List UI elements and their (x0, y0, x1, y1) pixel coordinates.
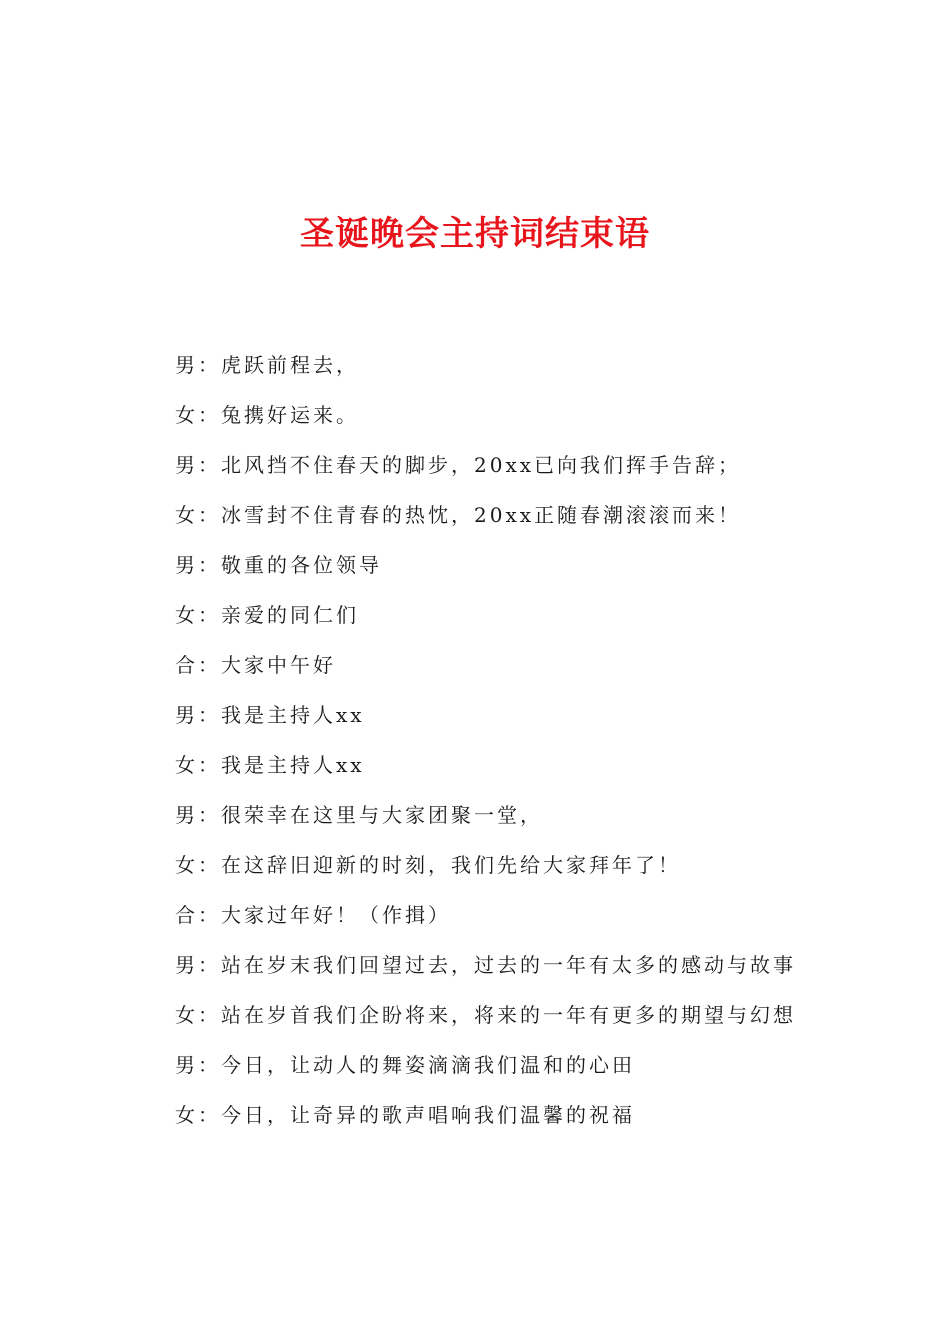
dialogue-list (175, 340, 895, 1140)
speaker-label: 女： (175, 853, 221, 877)
speaker-label: 女： (175, 503, 221, 527)
speaker-label: 男： (175, 803, 221, 827)
dialogue-line (175, 440, 895, 490)
dialogue-line (175, 390, 895, 440)
speaker-label: 男： (175, 453, 221, 477)
dialogue-line (175, 590, 895, 640)
dialogue-line (175, 1040, 895, 1090)
speech-text: 北风挡不住春天的脚步，20xx已向我们挥手告辞； (221, 453, 742, 477)
dialogue-line (175, 340, 895, 390)
dialogue-line (175, 490, 895, 540)
dialogue-line (175, 890, 895, 940)
speaker-label: 男： (175, 703, 221, 727)
speech-text: 今日，让奇异的歌声唱响我们温馨的祝福 (221, 1103, 635, 1127)
speech-text: 冰雪封不住青春的热忱，20xx正随春潮滚滚而来！ (221, 503, 742, 527)
dialogue-line (175, 840, 895, 890)
speaker-label: 合： (175, 903, 221, 927)
speech-text: 大家过年好！（作揖） (221, 903, 451, 927)
speaker-label: 男： (175, 553, 221, 577)
speaker-label: 女： (175, 753, 221, 777)
speech-text: 敬重的各位领导 (221, 553, 382, 577)
dialogue-line (175, 740, 895, 790)
speech-text: 今日，让动人的舞姿滴滴我们温和的心田 (221, 1053, 635, 1077)
document-title: 圣诞晚会主持词结束语 (300, 214, 650, 254)
speaker-label: 女： (175, 1103, 221, 1127)
dialogue-line (175, 1090, 895, 1140)
dialogue-line (175, 940, 895, 990)
speech-text: 站在岁首我们企盼将来，将来的一年有更多的期望与幻想 (221, 1003, 796, 1027)
dialogue-line (175, 690, 895, 740)
speaker-label: 男： (175, 953, 221, 977)
dialogue-line (175, 640, 895, 690)
speaker-label: 男： (175, 353, 221, 377)
speech-text: 我是主持人xx (221, 703, 365, 727)
speech-text: 站在岁末我们回望过去，过去的一年有太多的感动与故事 (221, 953, 796, 977)
speaker-label: 女： (175, 603, 221, 627)
speaker-label: 女： (175, 403, 221, 427)
speech-text: 很荣幸在这里与大家团聚一堂， (221, 803, 543, 827)
speech-text: 亲爱的同仁们 (221, 603, 359, 627)
speech-text: 我是主持人xx (221, 753, 365, 777)
speaker-label: 合： (175, 653, 221, 677)
speech-text: 在这辞旧迎新的时刻，我们先给大家拜年了！ (221, 853, 681, 877)
dialogue-line (175, 540, 895, 590)
speech-text: 虎跃前程去， (221, 353, 359, 377)
dialogue-line (175, 790, 895, 840)
speech-text: 兔携好运来。 (221, 403, 359, 427)
dialogue-line (175, 990, 895, 1040)
speaker-label: 男： (175, 1053, 221, 1077)
speaker-label: 女： (175, 1003, 221, 1027)
speech-text: 大家中午好 (221, 653, 336, 677)
